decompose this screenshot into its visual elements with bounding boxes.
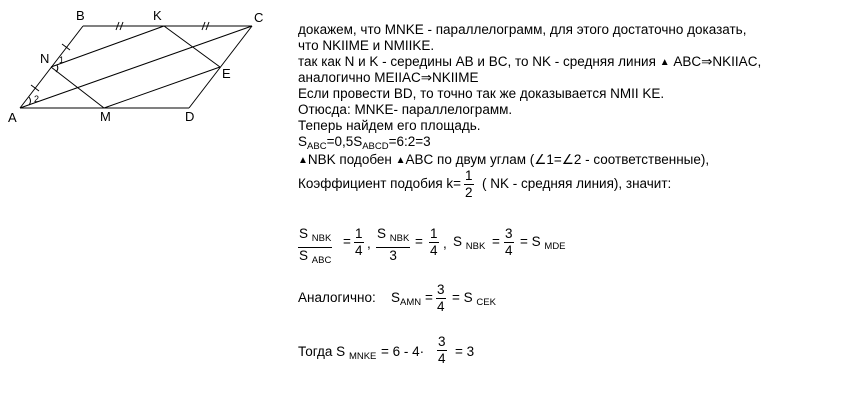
denominator: 4 [437, 299, 445, 314]
denominator: S $_{ABC}$ [298, 247, 332, 269]
point-label-d: D [185, 109, 195, 124]
text-line-6: Отюсда: MNKE- параллелограмм. [298, 102, 513, 117]
segment-mn [51, 67, 104, 108]
angle-arc-1 [56, 65, 58, 72]
point-label-n: N [40, 51, 50, 66]
text-line-10-end: ( NK - средняя линия), значит: [482, 176, 672, 191]
segment-ke [164, 26, 220, 67]
numerator: 3 [437, 282, 445, 297]
numerator: S $_{NBK}$ [377, 226, 410, 244]
text-line-10: Коэффициент подобия k= [298, 176, 462, 191]
text-line-7: Теперь найдем его площадь. [298, 118, 481, 133]
text-line-5: Если провести BD, то точно так же доказывается NMII KE. [298, 86, 665, 101]
subscript-abc: ABC [307, 141, 327, 152]
triangle-symbol: ▲ [395, 155, 406, 166]
text-line-3-main: так как N и K - середины AB и BC, то NK - средняя линия [298, 54, 656, 69]
s-mde-term: = S $_{MDE}$ [520, 234, 566, 252]
analogous-label: Аналогично: [298, 290, 376, 305]
numerator: 3 [505, 226, 513, 241]
fraction-snbk-sabc [298, 226, 332, 269]
tick-na [31, 85, 39, 91]
s-amn-term: $S_{AMN}$ [391, 290, 422, 308]
text-line-3-end: ABC⇒NKIIAC, [673, 54, 762, 69]
fraction-1-4 [429, 226, 439, 259]
angle-label-2: 2 [34, 94, 40, 104]
point-label-e: E [222, 66, 231, 81]
numerator: 1 [465, 168, 473, 183]
text-line-2: что NKIIME и NMIIKE. [298, 38, 435, 53]
point-label-m: M [100, 109, 111, 124]
denominator: 4 [438, 351, 446, 366]
s-cek-term: = S $_{CEK}$ [452, 290, 496, 308]
area-formula: =0,5S [326, 134, 363, 149]
point-label-b: B [76, 8, 85, 23]
denominator: 4 [355, 243, 363, 258]
comma: , [443, 236, 447, 251]
triangle-symbol: ▲ [298, 155, 308, 166]
text-line-3 [298, 54, 761, 71]
diagonal-ac [20, 26, 252, 108]
fraction-snbk-3 [376, 226, 410, 264]
similarity-text: NBK подобен [307, 152, 396, 167]
denominator: 3 [376, 247, 410, 264]
segment-nk [51, 26, 164, 67]
segment-em [104, 67, 220, 108]
total-area-result: = 3 [455, 344, 475, 359]
equals-sign: = [492, 234, 500, 249]
numerator: 1 [355, 226, 363, 241]
point-label-c: C [254, 10, 264, 25]
denominator: 4 [505, 243, 513, 258]
fraction-3-4 [504, 226, 514, 259]
text-line-9 [298, 152, 709, 169]
similarity-reason: ABC по двум углам (∠1=∠2 - соответственные), [405, 152, 710, 167]
equals-sign: = [343, 234, 351, 249]
point-label-a: A [8, 110, 17, 125]
comma: , [367, 236, 371, 251]
point-label-k: K [153, 8, 162, 23]
text-line-4: аналогично MEIIAC⇒NKIIME [298, 70, 479, 85]
side-cd [189, 26, 252, 108]
fraction-3-4 [436, 282, 446, 315]
s-nbk-term: S $_{NBK}$ [453, 234, 486, 252]
subscript-abcd: ABCD [362, 141, 389, 152]
angle-label-1: 1 [59, 55, 65, 65]
numerator: 3 [438, 334, 446, 349]
area-result: =6:2=3 [388, 134, 431, 149]
total-area-lead: Тогда S $_{MNKE}$ [298, 344, 377, 362]
denominator: 2 [465, 185, 473, 200]
parallelogram-figure [0, 0, 270, 130]
text-line-1: докажем, что MNKE - параллелограмм, для этого достаточно доказать, [298, 22, 747, 37]
numerator: 1 [430, 226, 438, 241]
equals-sign: = [425, 290, 433, 305]
numerator: S $_{NBK}$ [299, 226, 332, 244]
denominator: 4 [430, 243, 438, 258]
fraction-1-4 [354, 226, 364, 259]
total-area-formula: = 6 - 4· [381, 344, 425, 359]
s-symbol: S [298, 134, 308, 149]
equals-sign: = [415, 234, 423, 249]
angle-arc-2 [29, 97, 31, 105]
fraction-k [464, 168, 474, 201]
triangle-symbol: ▲ [659, 57, 670, 68]
fraction-3-4 [437, 334, 447, 367]
